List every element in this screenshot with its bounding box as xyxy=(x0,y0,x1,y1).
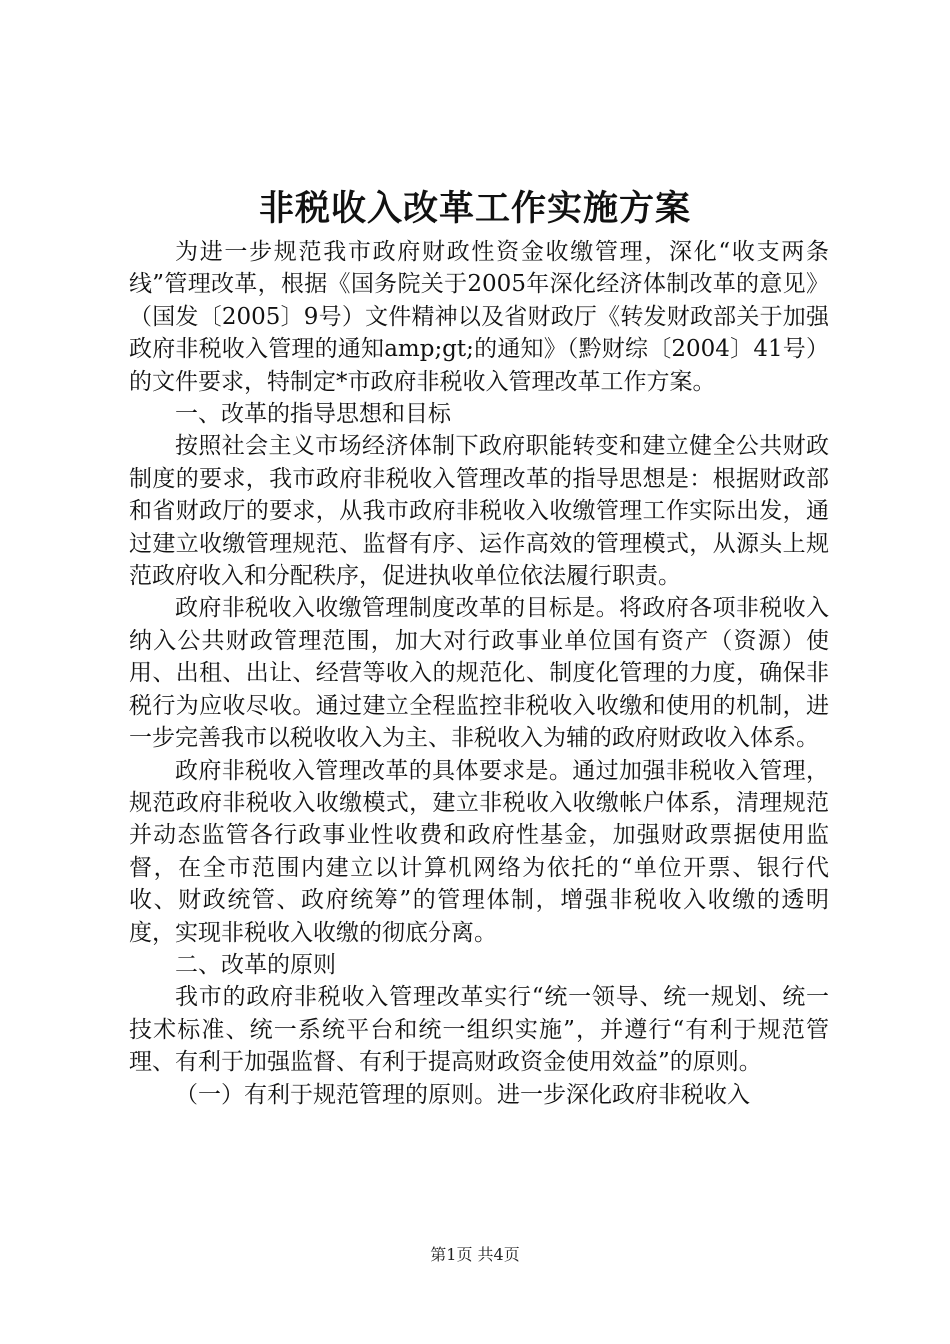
document-title: 非税收入改革工作实施方案 xyxy=(258,189,691,229)
paragraph-intro: 为进一步规范我市政府财政性资金收缴管理，深化“收支两条线”管理改革，根据《国务院关于2005年深化经济体制改革的意见》（国发〔2005〕9号）文件精神以及省财政厅《转发财政部关于加强政府非税收入管理的通知amp;gt;的通知》（黔财综〔2004〕41号）的文件要求，特制定*市政府非税收入管理改革工作方案。 xyxy=(129,239,829,395)
section-heading-principles: 二、改革的原则 xyxy=(175,951,336,978)
paragraph-specific-requirements: 政府非税收入管理改革的具体要求是。通过加强非税收入管理，规范政府非税收入收缴模式，建立非税收入收缴帐户体系，清理规范并动态监管各行政事业性收费和政府性基金，加强财政票据使用监督，在全市范围内建立以计算机网络为依托的“单位开票、银行代收、财政统管、政府统筹”的管理体制，增强非税收入收缴的透明度，实现非税收入收缴的彻底分离。 xyxy=(129,757,829,946)
document-body xyxy=(129,236,829,1111)
paragraph-reform-goal: 政府非税收入收缴管理制度改革的目标是。将政府各项非税收入纳入公共财政管理范围，加大对行政事业单位国有资产（资源）使用、出租、出让、经营等收入的规范化、制度化管理的力度，确保非税行为应收尽收。通过建立全程监控非税收入收缴和使用的机制，进一步完善我市以税收收入为主、非税收入为辅的政府财政收入体系。 xyxy=(129,595,829,752)
paragraph-principles: 我市的政府非税收入管理改革实行“统一领导、统一规划、统一技术标准、统一系统平台和统一组织实施”，并遵行“有利于规范管理、有利于加强监督、有利于提高财政资金使用效益”的原则。 xyxy=(129,984,829,1076)
page-number-footer: 第1页 共4页 xyxy=(430,1245,520,1264)
paragraph-guiding-ideology: 按照社会主义市场经济体制下政府职能转变和建立健全公共财政制度的要求，我市政府非税收入管理改革的指导思想是：根据财政部和省财政厅的要求，从我市政府非税收入收缴管理工作实际出发，通过建立收缴管理规范、监督有序、运作高效的管理模式，从源头上规范政府收入和分配秩序，促进执收单位依法履行职责。 xyxy=(129,433,829,590)
section-heading-guiding-ideology: 一、改革的指导思想和目标 xyxy=(175,401,451,428)
paragraph-principle-one: （一）有利于规范管理的原则。进一步深化政府非税收入 xyxy=(175,1081,750,1108)
